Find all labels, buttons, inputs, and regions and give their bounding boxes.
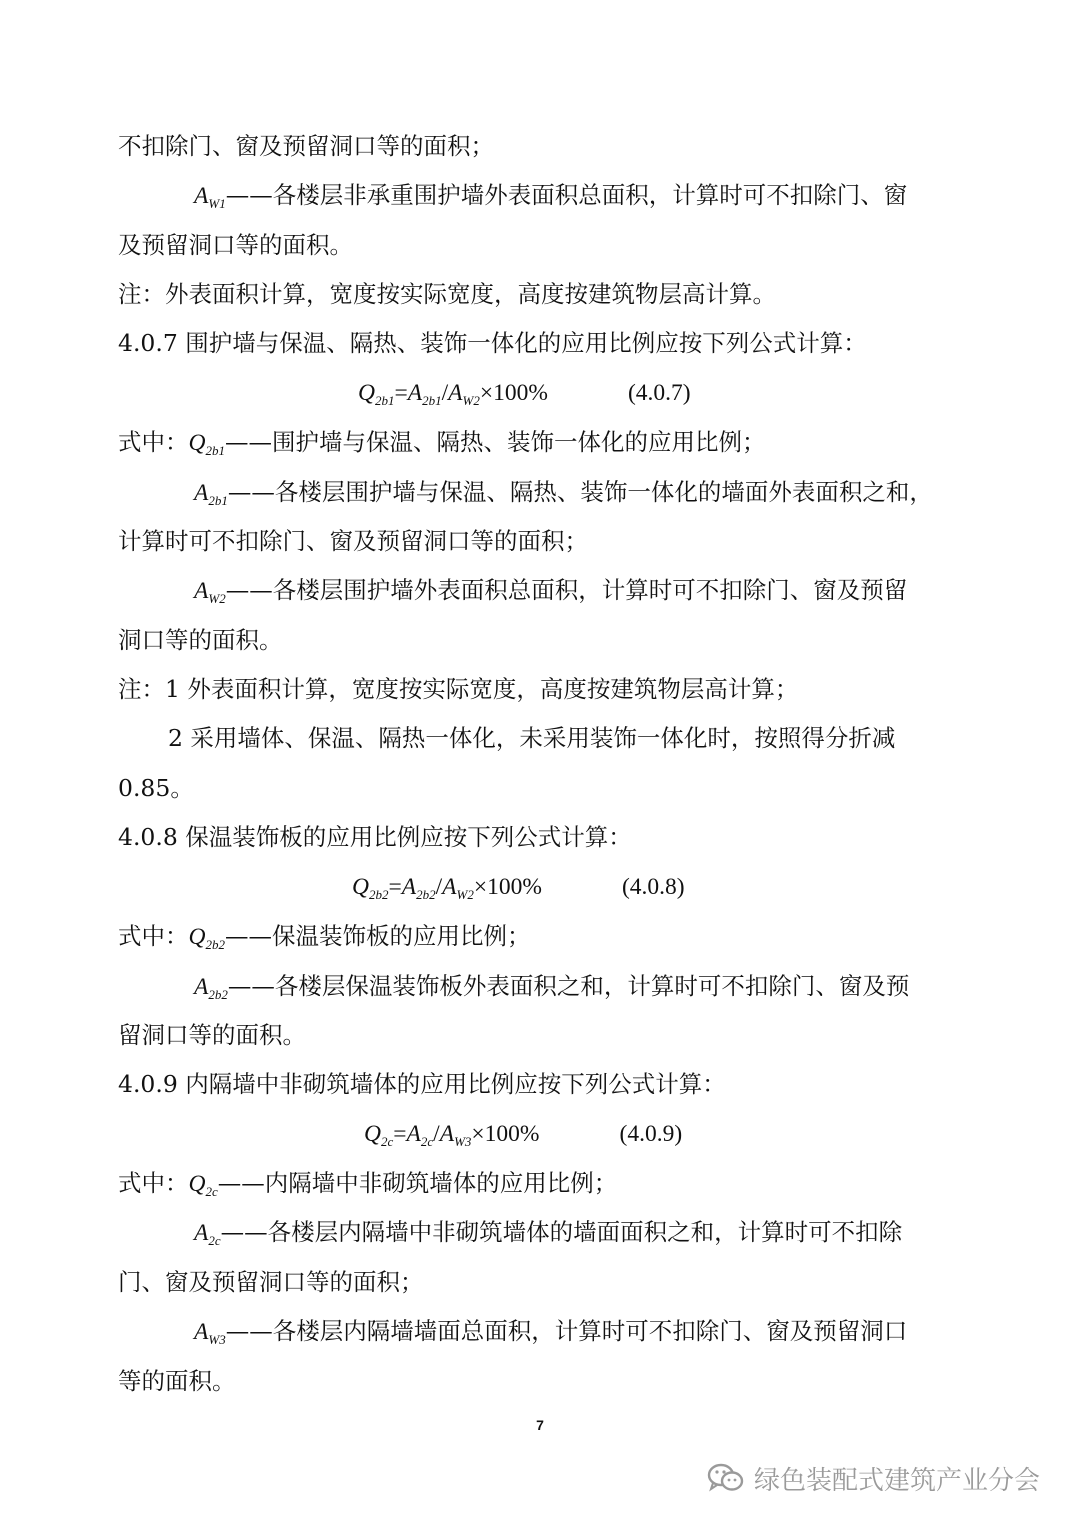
symbol-q-2c: $Q_{2c}$ (188, 1171, 218, 1199)
text-line: 及预留洞口等的面积。 (118, 231, 353, 259)
text-line: 计算时可不扣除门、窗及预留洞口等的面积； (118, 527, 588, 555)
text-line: $A_{2c}——$各楼层内隔墙中非砌筑墙体的墙面面积之和，计算时可不扣除 (194, 1218, 903, 1248)
clause-4-0-8-heading: 4.0.8 保温装饰板的应用比例应按下列公式计算： (118, 823, 632, 851)
text-line: $A_{2b1}——$各楼层围护墙与保温、隔热、装饰一体化的墙面外表面积之和， (194, 478, 933, 508)
symbol-a-2c: $A_{2c}$ (194, 1220, 221, 1248)
equation-number: (4.0.8) (621, 874, 685, 900)
equation-number: (4.0.7) (627, 380, 691, 406)
text-line: 留洞口等的面积。 (118, 1021, 306, 1049)
symbol-a-w1: $A_{W1}$ (194, 183, 226, 211)
text-line: 门、窗及预留洞口等的面积； (118, 1268, 424, 1296)
equation-number: (4.0.9) (619, 1121, 683, 1147)
text-line: 洞口等的面积。 (118, 626, 283, 654)
text-line: 式中：$Q_{2c}——$内隔墙中非砌筑墙体的应用比例； (118, 1169, 618, 1199)
page-number: 7 (536, 1417, 544, 1433)
symbol-a-w2: $A_{W2}$ (194, 578, 226, 606)
formula-4-0-9: $Q_{2c}=A_{2c}/A_{W3}\times 100\%$ (4.0.9) (364, 1121, 683, 1149)
text-line: 0.85。 (118, 774, 194, 802)
text-line: $A_{W1}——$各楼层非承重围护墙外表面积总面积，计算时可不扣除门、窗 (194, 181, 908, 211)
formula-4-0-8: $Q_{2b2}=A_{2b2}/A_{W2}\times 100\%$ (4.0.8) (352, 874, 685, 902)
text-line: 式中：$Q_{2b2}——$保温装饰板的应用比例； (118, 922, 531, 952)
symbol-q-2b1: $Q_{2b1}$ (188, 430, 225, 458)
note-line: 注：外表面积计算，宽度按实际宽度，高度按建筑物层高计算。 (118, 280, 776, 308)
watermark (706, 1458, 1040, 1498)
note-line: 2 采用墙体、保温、隔热一体化，未采用装饰一体化时，按照得分折减 (168, 724, 896, 752)
clause-4-0-9-heading: 4.0.9 内隔墙中非砌筑墙体的应用比例应按下列公式计算： (118, 1070, 726, 1098)
note-line: 注：1 外表面积计算，宽度按实际宽度，高度按建筑物层高计算； (118, 675, 799, 703)
text-line: $A_{2b2}——$各楼层保温装饰板外表面积之和，计算时可不扣除门、窗及预 (194, 972, 910, 1002)
text-line: 等的面积。 (118, 1367, 236, 1395)
watermark-text: 绿色装配式建筑产业分会 (754, 1465, 1041, 1496)
symbol-a-w3: $A_{W3}$ (194, 1319, 226, 1347)
text-line: 式中：$Q_{2b1}——$围护墙与保温、隔热、装饰一体化的应用比例； (118, 428, 766, 458)
formula-4-0-7: $Q_{2b1}=A_{2b1}/A_{W2}\times 100\%$ (4.0.7) (358, 380, 691, 408)
symbol-a-2b1: $A_{2b1}$ (194, 480, 228, 508)
text-line: $A_{W2}——$各楼层围护墙外表面积总面积，计算时可不扣除门、窗及预留 (194, 576, 908, 606)
text-line: $A_{W3}——$各楼层内隔墙墙面总面积，计算时可不扣除门、窗及预留洞口 (194, 1317, 908, 1347)
wechat-icon (706, 1461, 746, 1495)
symbol-a-2b2: $A_{2b2}$ (194, 974, 228, 1002)
clause-4-0-7-heading: 4.0.7 围护墙与保温、隔热、装饰一体化的应用比例应按下列公式计算： (118, 329, 867, 357)
text-line: 不扣除门、窗及预留洞口等的面积； (118, 132, 494, 160)
symbol-q-2b2: $Q_{2b2}$ (188, 924, 225, 952)
